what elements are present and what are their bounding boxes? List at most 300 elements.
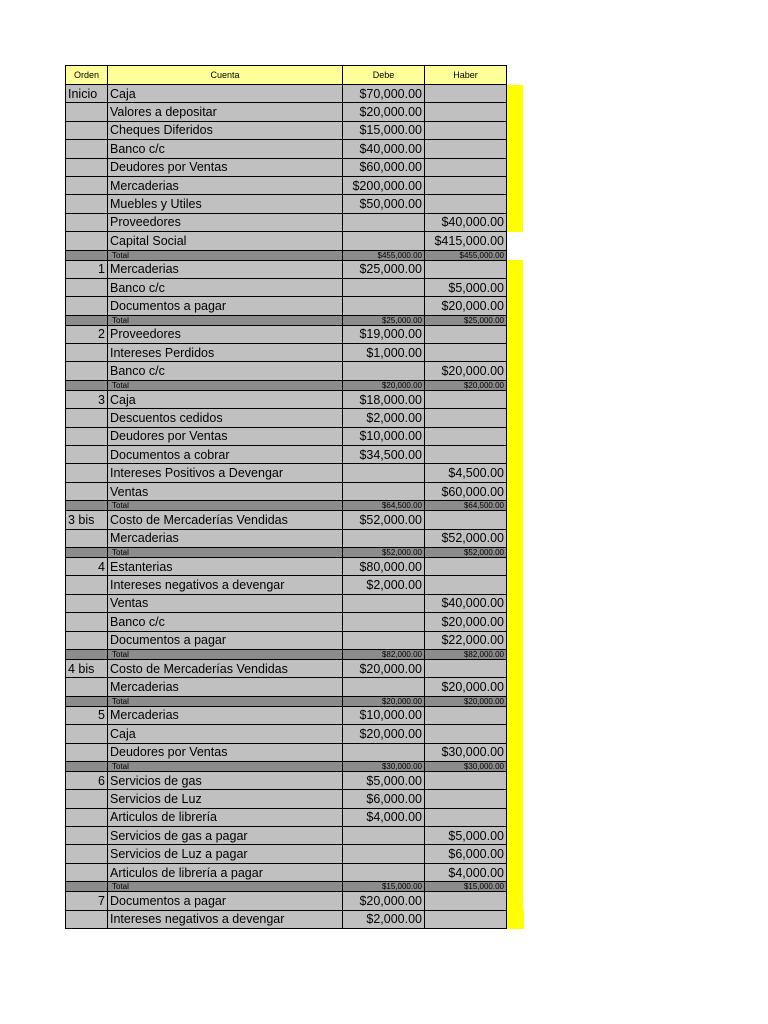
debe-cell[interactable]: $52,000.00 <box>343 547 425 557</box>
cuenta-cell[interactable]: Banco c/c <box>108 362 343 380</box>
table-row <box>66 725 524 743</box>
haber-cell[interactable]: $22,000.00 <box>425 631 507 649</box>
cuenta-cell[interactable]: Articulos de librería <box>108 808 343 826</box>
journal-body <box>66 85 524 929</box>
debe-cell[interactable]: $200,000.00 <box>343 176 425 194</box>
cuenta-cell[interactable]: Total <box>108 501 343 511</box>
orden-cell[interactable] <box>66 845 108 863</box>
orden-cell[interactable] <box>66 213 108 231</box>
cuenta-cell[interactable]: Intereses negativos a devengar <box>108 576 343 594</box>
haber-cell[interactable] <box>425 121 507 139</box>
yellow-marker <box>507 631 524 649</box>
debe-cell[interactable]: $15,000.00 <box>343 121 425 139</box>
header-haber[interactable]: Haber <box>425 66 507 85</box>
haber-cell[interactable]: $40,000.00 <box>425 594 507 612</box>
yellow-marker <box>507 232 524 250</box>
header-row <box>66 66 524 85</box>
orden-cell[interactable] <box>66 529 108 547</box>
debe-cell[interactable]: $5,000.00 <box>343 771 425 789</box>
haber-cell[interactable] <box>425 892 507 910</box>
table-row <box>66 140 524 158</box>
total-row <box>66 315 524 325</box>
total-row <box>66 547 524 557</box>
orden-cell[interactable] <box>66 631 108 649</box>
cuenta-cell[interactable]: Valores a depositar <box>108 103 343 121</box>
debe-cell[interactable]: $19,000.00 <box>343 325 425 343</box>
yellow-marker <box>507 409 524 427</box>
haber-cell[interactable] <box>425 511 507 529</box>
yellow-marker <box>507 863 524 881</box>
yellow-marker <box>507 325 524 343</box>
cuenta-cell[interactable]: Mercaderias <box>108 260 343 278</box>
table-row <box>66 678 524 696</box>
yellow-marker <box>507 427 524 445</box>
total-row <box>66 501 524 511</box>
table-row <box>66 863 524 881</box>
orden-cell[interactable]: Inicio <box>66 85 108 103</box>
yellow-marker <box>507 771 524 789</box>
cuenta-cell[interactable]: Ventas <box>108 482 343 500</box>
cuenta-cell[interactable]: Capital Social <box>108 232 343 250</box>
orden-cell[interactable]: 1 <box>66 260 108 278</box>
orden-cell[interactable] <box>66 613 108 631</box>
haber-cell[interactable]: $52,000.00 <box>425 529 507 547</box>
debe-cell[interactable] <box>343 464 425 482</box>
debe-cell[interactable] <box>343 863 425 881</box>
haber-cell[interactable]: $5,000.00 <box>425 278 507 296</box>
yellow-marker <box>507 761 524 771</box>
haber-cell[interactable]: $20,000.00 <box>425 297 507 315</box>
cuenta-cell[interactable]: Articulos de librería a pagar <box>108 863 343 881</box>
orden-cell[interactable] <box>66 863 108 881</box>
orden-cell[interactable] <box>66 482 108 500</box>
yellow-marker <box>507 464 524 482</box>
haber-cell[interactable]: $25,000.00 <box>425 315 507 325</box>
debe-cell[interactable]: $10,000.00 <box>343 427 425 445</box>
cuenta-cell[interactable]: Total <box>108 761 343 771</box>
cuenta-cell[interactable]: Total <box>108 547 343 557</box>
haber-cell[interactable] <box>425 557 507 575</box>
debe-cell[interactable]: $2,000.00 <box>343 409 425 427</box>
haber-cell[interactable] <box>425 446 507 464</box>
table-row <box>66 85 524 103</box>
orden-cell[interactable] <box>66 362 108 380</box>
debe-cell[interactable]: $455,000.00 <box>343 250 425 260</box>
orden-cell[interactable] <box>66 232 108 250</box>
table-row <box>66 790 524 808</box>
yellow-marker <box>507 195 524 213</box>
haber-cell[interactable]: $82,000.00 <box>425 649 507 659</box>
orden-cell[interactable]: 3 bis <box>66 511 108 529</box>
header-orden[interactable]: Orden <box>66 66 108 85</box>
yellow-marker <box>507 557 524 575</box>
cuenta-cell[interactable]: Deudores por Ventas <box>108 743 343 761</box>
debe-cell[interactable] <box>343 613 425 631</box>
yellow-marker <box>507 501 524 511</box>
orden-cell[interactable] <box>66 576 108 594</box>
haber-cell[interactable] <box>425 260 507 278</box>
debe-cell[interactable]: $10,000.00 <box>343 706 425 724</box>
orden-cell[interactable] <box>66 158 108 176</box>
yellow-marker <box>507 344 524 362</box>
cuenta-cell[interactable]: Total <box>108 315 343 325</box>
debe-cell[interactable] <box>343 297 425 315</box>
yellow-marker <box>507 808 524 826</box>
yellow-marker <box>507 706 524 724</box>
table-row <box>66 103 524 121</box>
haber-cell[interactable]: $64,500.00 <box>425 501 507 511</box>
total-row <box>66 696 524 706</box>
haber-cell[interactable]: $4,500.00 <box>425 464 507 482</box>
haber-cell[interactable] <box>425 176 507 194</box>
yellow-marker <box>507 910 524 928</box>
cuenta-cell[interactable]: Total <box>108 250 343 260</box>
cuenta-cell[interactable]: Mercaderias <box>108 678 343 696</box>
table-row <box>66 482 524 500</box>
cuenta-cell[interactable]: Proveedores <box>108 325 343 343</box>
debe-cell[interactable] <box>343 529 425 547</box>
cuenta-cell[interactable]: Ventas <box>108 594 343 612</box>
haber-cell[interactable] <box>425 706 507 724</box>
table-row <box>66 743 524 761</box>
orden-cell[interactable] <box>66 761 108 771</box>
cuenta-cell[interactable]: Servicios de Luz a pagar <box>108 845 343 863</box>
haber-cell[interactable] <box>425 195 507 213</box>
debe-cell[interactable]: $1,000.00 <box>343 344 425 362</box>
orden-cell[interactable] <box>66 827 108 845</box>
yellow-marker <box>507 790 524 808</box>
orden-cell[interactable] <box>66 380 108 390</box>
cuenta-cell[interactable]: Total <box>108 696 343 706</box>
debe-cell[interactable]: $52,000.00 <box>343 511 425 529</box>
debe-cell[interactable] <box>343 845 425 863</box>
debe-cell[interactable]: $20,000.00 <box>343 380 425 390</box>
haber-cell[interactable]: $52,000.00 <box>425 547 507 557</box>
debe-cell[interactable] <box>343 827 425 845</box>
haber-cell[interactable]: $415,000.00 <box>425 232 507 250</box>
yellow-marker <box>507 315 524 325</box>
header-cuenta[interactable]: Cuenta <box>108 66 343 85</box>
cuenta-cell[interactable]: Costo de Mercaderías Vendidas <box>108 659 343 677</box>
yellow-marker <box>507 278 524 296</box>
table-row <box>66 529 524 547</box>
orden-cell[interactable] <box>66 344 108 362</box>
table-row <box>66 576 524 594</box>
cuenta-cell[interactable]: Total <box>108 882 343 892</box>
haber-cell[interactable]: $30,000.00 <box>425 743 507 761</box>
table-row <box>66 511 524 529</box>
orden-cell[interactable] <box>66 464 108 482</box>
yellow-marker <box>507 380 524 390</box>
yellow-marker <box>507 103 524 121</box>
table-row <box>66 808 524 826</box>
table-row <box>66 213 524 231</box>
header-debe[interactable]: Debe <box>343 66 425 85</box>
orden-cell[interactable] <box>66 882 108 892</box>
cuenta-cell[interactable]: Proveedores <box>108 213 343 231</box>
orden-cell[interactable] <box>66 278 108 296</box>
yellow-marker <box>507 696 524 706</box>
cuenta-cell[interactable]: Documentos a pagar <box>108 631 343 649</box>
haber-cell[interactable]: $6,000.00 <box>425 845 507 863</box>
orden-cell[interactable] <box>66 910 108 928</box>
marker-header <box>507 66 524 85</box>
orden-cell[interactable] <box>66 140 108 158</box>
cuenta-cell[interactable]: Costo de Mercaderías Vendidas <box>108 511 343 529</box>
orden-cell[interactable]: 2 <box>66 325 108 343</box>
haber-cell[interactable]: $20,000.00 <box>425 678 507 696</box>
cuenta-cell[interactable]: Deudores por Ventas <box>108 158 343 176</box>
cuenta-cell[interactable]: Descuentos cedidos <box>108 409 343 427</box>
orden-cell[interactable] <box>66 743 108 761</box>
table-row <box>66 845 524 863</box>
table-row <box>66 362 524 380</box>
cuenta-cell[interactable]: Caja <box>108 725 343 743</box>
cuenta-cell[interactable]: Banco c/c <box>108 613 343 631</box>
haber-cell[interactable]: $15,000.00 <box>425 882 507 892</box>
haber-cell[interactable] <box>425 808 507 826</box>
debe-cell[interactable] <box>343 678 425 696</box>
haber-cell[interactable] <box>425 103 507 121</box>
debe-cell[interactable] <box>343 232 425 250</box>
yellow-marker <box>507 547 524 557</box>
debe-cell[interactable] <box>343 594 425 612</box>
debe-cell[interactable] <box>343 743 425 761</box>
table-row <box>66 771 524 789</box>
orden-cell[interactable]: 4 bis <box>66 659 108 677</box>
cuenta-cell[interactable]: Servicios de gas <box>108 771 343 789</box>
debe-cell[interactable]: $20,000.00 <box>343 659 425 677</box>
yellow-marker <box>507 678 524 696</box>
yellow-marker <box>507 529 524 547</box>
table-row <box>66 631 524 649</box>
haber-cell[interactable]: $20,000.00 <box>425 613 507 631</box>
orden-cell[interactable] <box>66 297 108 315</box>
orden-cell[interactable] <box>66 409 108 427</box>
cuenta-cell[interactable]: Muebles y Utiles <box>108 195 343 213</box>
table-row <box>66 176 524 194</box>
debe-cell[interactable] <box>343 213 425 231</box>
haber-cell[interactable] <box>425 344 507 362</box>
debe-cell[interactable]: $70,000.00 <box>343 85 425 103</box>
total-row <box>66 882 524 892</box>
orden-cell[interactable] <box>66 501 108 511</box>
debe-cell[interactable]: $25,000.00 <box>343 315 425 325</box>
total-row <box>66 380 524 390</box>
cuenta-cell[interactable]: Intereses Positivos a Devengar <box>108 464 343 482</box>
debe-cell[interactable]: $20,000.00 <box>343 696 425 706</box>
haber-cell[interactable]: $60,000.00 <box>425 482 507 500</box>
haber-cell[interactable]: $455,000.00 <box>425 250 507 260</box>
yellow-marker <box>507 446 524 464</box>
debe-cell[interactable]: $34,500.00 <box>343 446 425 464</box>
cuenta-cell[interactable]: Cheques Diferidos <box>108 121 343 139</box>
haber-cell[interactable] <box>425 390 507 408</box>
cuenta-cell[interactable]: Intereses negativos a devengar <box>108 910 343 928</box>
table-row <box>66 390 524 408</box>
table-row <box>66 659 524 677</box>
haber-cell[interactable] <box>425 158 507 176</box>
haber-cell[interactable]: $20,000.00 <box>425 362 507 380</box>
haber-cell[interactable] <box>425 725 507 743</box>
haber-cell[interactable] <box>425 771 507 789</box>
yellow-marker <box>507 158 524 176</box>
debe-cell[interactable] <box>343 278 425 296</box>
debe-cell[interactable]: $6,000.00 <box>343 790 425 808</box>
orden-cell[interactable] <box>66 725 108 743</box>
haber-cell[interactable] <box>425 427 507 445</box>
orden-cell[interactable] <box>66 649 108 659</box>
debe-cell[interactable]: $2,000.00 <box>343 576 425 594</box>
table-row <box>66 409 524 427</box>
debe-cell[interactable]: $20,000.00 <box>343 725 425 743</box>
orden-cell[interactable] <box>66 446 108 464</box>
haber-cell[interactable] <box>425 910 507 928</box>
debe-cell[interactable] <box>343 631 425 649</box>
table-row <box>66 892 524 910</box>
debe-cell[interactable]: $60,000.00 <box>343 158 425 176</box>
yellow-marker <box>507 176 524 194</box>
table-row <box>66 297 524 315</box>
cuenta-cell[interactable]: Servicios de gas a pagar <box>108 827 343 845</box>
orden-cell[interactable]: 4 <box>66 557 108 575</box>
cuenta-cell[interactable]: Banco c/c <box>108 278 343 296</box>
debe-cell[interactable]: $18,000.00 <box>343 390 425 408</box>
yellow-marker <box>507 743 524 761</box>
table-row <box>66 325 524 343</box>
cuenta-cell[interactable]: Total <box>108 380 343 390</box>
debe-cell[interactable]: $40,000.00 <box>343 140 425 158</box>
orden-cell[interactable] <box>66 103 108 121</box>
debe-cell[interactable]: $82,000.00 <box>343 649 425 659</box>
haber-cell[interactable] <box>425 325 507 343</box>
orden-cell[interactable] <box>66 195 108 213</box>
debe-cell[interactable]: $80,000.00 <box>343 557 425 575</box>
debe-cell[interactable] <box>343 362 425 380</box>
orden-cell[interactable] <box>66 547 108 557</box>
orden-cell[interactable]: 7 <box>66 892 108 910</box>
cuenta-cell[interactable]: Mercaderias <box>108 176 343 194</box>
yellow-marker <box>507 827 524 845</box>
yellow-marker <box>507 882 524 892</box>
cuenta-cell[interactable]: Documentos a pagar <box>108 892 343 910</box>
haber-cell[interactable] <box>425 659 507 677</box>
debe-cell[interactable]: $20,000.00 <box>343 103 425 121</box>
table-row <box>66 594 524 612</box>
debe-cell[interactable]: $20,000.00 <box>343 892 425 910</box>
orden-cell[interactable] <box>66 790 108 808</box>
table-row <box>66 446 524 464</box>
orden-cell[interactable] <box>66 678 108 696</box>
table-row <box>66 910 524 928</box>
haber-cell[interactable]: $4,000.00 <box>425 863 507 881</box>
haber-cell[interactable] <box>425 790 507 808</box>
table-row <box>66 121 524 139</box>
orden-cell[interactable] <box>66 250 108 260</box>
cuenta-cell[interactable]: Estanterias <box>108 557 343 575</box>
orden-cell[interactable] <box>66 808 108 826</box>
table-row <box>66 158 524 176</box>
yellow-marker <box>507 140 524 158</box>
table-row <box>66 706 524 724</box>
yellow-marker <box>507 659 524 677</box>
haber-cell[interactable] <box>425 409 507 427</box>
cuenta-cell[interactable]: Deudores por Ventas <box>108 427 343 445</box>
haber-cell[interactable]: $20,000.00 <box>425 380 507 390</box>
haber-cell[interactable] <box>425 140 507 158</box>
journal-table <box>65 65 524 929</box>
haber-cell[interactable]: $30,000.00 <box>425 761 507 771</box>
debe-cell[interactable]: $4,000.00 <box>343 808 425 826</box>
cuenta-cell[interactable]: Total <box>108 649 343 659</box>
table-row <box>66 232 524 250</box>
cuenta-cell[interactable]: Caja <box>108 390 343 408</box>
orden-cell[interactable] <box>66 696 108 706</box>
yellow-marker <box>507 250 524 260</box>
cuenta-cell[interactable]: Intereses Perdidos <box>108 344 343 362</box>
orden-cell[interactable]: 3 <box>66 390 108 408</box>
orden-cell[interactable] <box>66 176 108 194</box>
debe-cell[interactable]: $2,000.00 <box>343 910 425 928</box>
yellow-marker <box>507 725 524 743</box>
haber-cell[interactable] <box>425 576 507 594</box>
yellow-marker <box>507 85 524 103</box>
yellow-marker <box>507 649 524 659</box>
orden-cell[interactable] <box>66 594 108 612</box>
cuenta-cell[interactable]: Mercaderias <box>108 529 343 547</box>
cuenta-cell[interactable]: Documentos a pagar <box>108 297 343 315</box>
yellow-marker <box>507 362 524 380</box>
debe-cell[interactable]: $25,000.00 <box>343 260 425 278</box>
yellow-marker <box>507 613 524 631</box>
table-row <box>66 557 524 575</box>
table-row <box>66 195 524 213</box>
orden-cell[interactable] <box>66 427 108 445</box>
cuenta-cell[interactable]: Servicios de Luz <box>108 790 343 808</box>
table-row <box>66 278 524 296</box>
cuenta-cell[interactable]: Banco c/c <box>108 140 343 158</box>
yellow-marker <box>507 213 524 231</box>
haber-cell[interactable]: $5,000.00 <box>425 827 507 845</box>
table-row <box>66 344 524 362</box>
table-row <box>66 260 524 278</box>
table-row <box>66 464 524 482</box>
debe-cell[interactable] <box>343 482 425 500</box>
debe-cell[interactable]: $15,000.00 <box>343 882 425 892</box>
cuenta-cell[interactable]: Mercaderias <box>108 706 343 724</box>
debe-cell[interactable]: $64,500.00 <box>343 501 425 511</box>
cuenta-cell[interactable]: Documentos a cobrar <box>108 446 343 464</box>
orden-cell[interactable]: 5 <box>66 706 108 724</box>
haber-cell[interactable]: $20,000.00 <box>425 696 507 706</box>
debe-cell[interactable]: $50,000.00 <box>343 195 425 213</box>
orden-cell[interactable] <box>66 121 108 139</box>
yellow-marker <box>507 892 524 910</box>
yellow-marker <box>507 511 524 529</box>
table-row <box>66 613 524 631</box>
cuenta-cell[interactable]: Caja <box>108 85 343 103</box>
total-row <box>66 761 524 771</box>
debe-cell[interactable]: $30,000.00 <box>343 761 425 771</box>
table-row <box>66 827 524 845</box>
haber-cell[interactable]: $40,000.00 <box>425 213 507 231</box>
total-row <box>66 649 524 659</box>
yellow-marker <box>507 845 524 863</box>
orden-cell[interactable]: 6 <box>66 771 108 789</box>
orden-cell[interactable] <box>66 315 108 325</box>
yellow-marker <box>507 482 524 500</box>
haber-cell[interactable] <box>425 85 507 103</box>
